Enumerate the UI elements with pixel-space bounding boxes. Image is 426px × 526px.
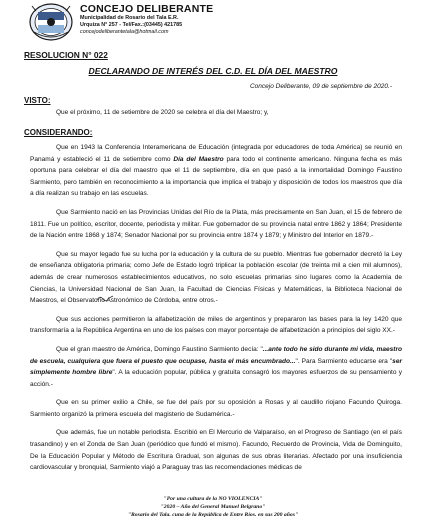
considerando-label: CONSIDERANDO: (24, 128, 93, 137)
resolution-number: RESOLUCION N° 022 (24, 50, 108, 60)
paragraph (30, 142, 402, 200)
paragraph-text: ". A la educación popular, pública y gratuita consagró los mayores esfuerzos de su pensamiento y acción.- (30, 369, 402, 388)
paragraph-emphasis: Día del Maestro (173, 155, 224, 163)
paragraph (30, 427, 402, 473)
visto-text: Que el próximo, 11 de setiembre de 2020 se celebra el día del Maestro; y, (56, 109, 269, 116)
municipality-line: Municipalidad de Rosario del Tala E.R. (80, 15, 179, 21)
paragraph (30, 207, 402, 242)
paragraph-text: Que su mayor legado fue su lucha por la educación y la cultura de su pueblo. Mientras fue gobernador decretó la Ley de enseñanza obligatoria primaria; como Jefe de Estado logró triplicar la población escolar (de treinta mil a cien mil alumnos), además de crear numerosos establecimientos educativos, no solo escuelas primarias sino lugares como la Academia de Ciencias, la Universidad Nacional de San Juan, la Facultad de Ciencias Físicas y Matemáticas, la Biblioteca Nacional de Maestros, el Observatorio Astronómico de Córdoba, entre otros.- (30, 250, 402, 305)
address-line: Urquiza N° 257 - Tel/Fax.:(03445) 421785 (80, 22, 183, 28)
quote-text: ...ante todo he sido durante mi vida, maestro de escuela, cualquiera que fuera el puesto que ocupase, hasta el más encumbrado... (30, 345, 402, 365)
quote-text: ser simplemente hombre libre (30, 357, 403, 377)
document-title: DECLARANDO DE INTERÉS DEL C.D. EL DÍA DEL MAESTRO (88, 66, 338, 76)
paragraph (30, 249, 402, 307)
paragraph-text: Que Sarmiento nació en las Provincias Unidas del Río de la Plata, más precisamente en San Juan, el 15 de febrero de 1811. Fue un político, escritor, docente, periodista y militar. Fue gobernador de su provincia natal entre 1862 y 1864; Presidente de la Nación entre 1868 y 1874; Senador Nacional por su provincia entre 1874 y 1879; y Ministro del Interior en 1879.- (30, 208, 402, 240)
paragraph-text: Que el gran maestro de América, Domingo Faustino Sarmiento decía: " (56, 345, 263, 353)
handwritten-mark-icon (96, 294, 114, 302)
date-line: Concejo Deliberante, 09 de septiembre de 2020.- (249, 83, 392, 90)
municipal-seal-icon (28, 2, 74, 42)
footer-line-1: "Por una cultura de la NO VIOLENCIA" (163, 496, 263, 502)
paragraph (30, 344, 402, 390)
considerando-body (30, 142, 402, 481)
paragraph-text: Que sus acciones permitieron la alfabetización de miles de argentinos y prepararon las bases para la ley 1420 que transformaría a la República Argentina en uno de los países con mayor porcentaje de alfabetización a principios del siglo XX.- (30, 315, 402, 335)
paragraph-text: Que en su primer exilio a Chile, se fue del país por su oposición a Rosas y al caudillo riojano Facundo Quiroga. Sarmiento organizó la primera escuela del magisterio de Sudamérica.- (30, 399, 402, 418)
paragraph (30, 397, 402, 420)
paragraph-text: Que además, fue un notable periodista. Escribió en El Mercurio de Valparaíso, en el Progreso de Santiago (en el país trasandino) y en el Zonda de San Juan (periódico que fundó el mismo). Facundo, Recuerdo de Provincia, Vida de Dominguito, De la Educación Popular y Método de Escritura Gradual, son algunas de sus obras literarias. Afectado por una insuficiencia cardiovascular y bronquial, Sarmiento viajó a Paraguay tras las recomendaciones médicas de (30, 429, 402, 472)
footer-line-2: "2020 – Año del General Manuel Belgrano" (160, 504, 266, 510)
paragraph-text: Que en 1943 la Conferencia Interamericana de Educación (integrada por educadores de toda América) se reunió en Panamá y estableció el 11 de setiembre como (30, 144, 402, 163)
paragraph-text: ". Para Sarmiento educarse era " (295, 357, 393, 365)
email-line: concejodeliberantetala@hotmail.com (80, 29, 169, 35)
org-name: CONCEJO DELIBERANTE (80, 3, 214, 15)
footer-line-3: "Rosario del Tala. cuna de la República de Entre Ríos. en sus 200 años" (127, 512, 299, 518)
visto-label: VISTO: (24, 96, 51, 105)
paragraph (30, 314, 402, 337)
paragraph-text: para todo el continente americano. Ninguna fecha es más oportuna para celebrar el día del maestro que el 11 de septiembre, día en que pasó a la inmortalidad Domingo Faustino Sarmiento, pero también en reconocimiento a la importancia que implica el trabajo y disposición de todos los maestros que día a día realizan su trabajo en las escuelas. (30, 155, 402, 198)
